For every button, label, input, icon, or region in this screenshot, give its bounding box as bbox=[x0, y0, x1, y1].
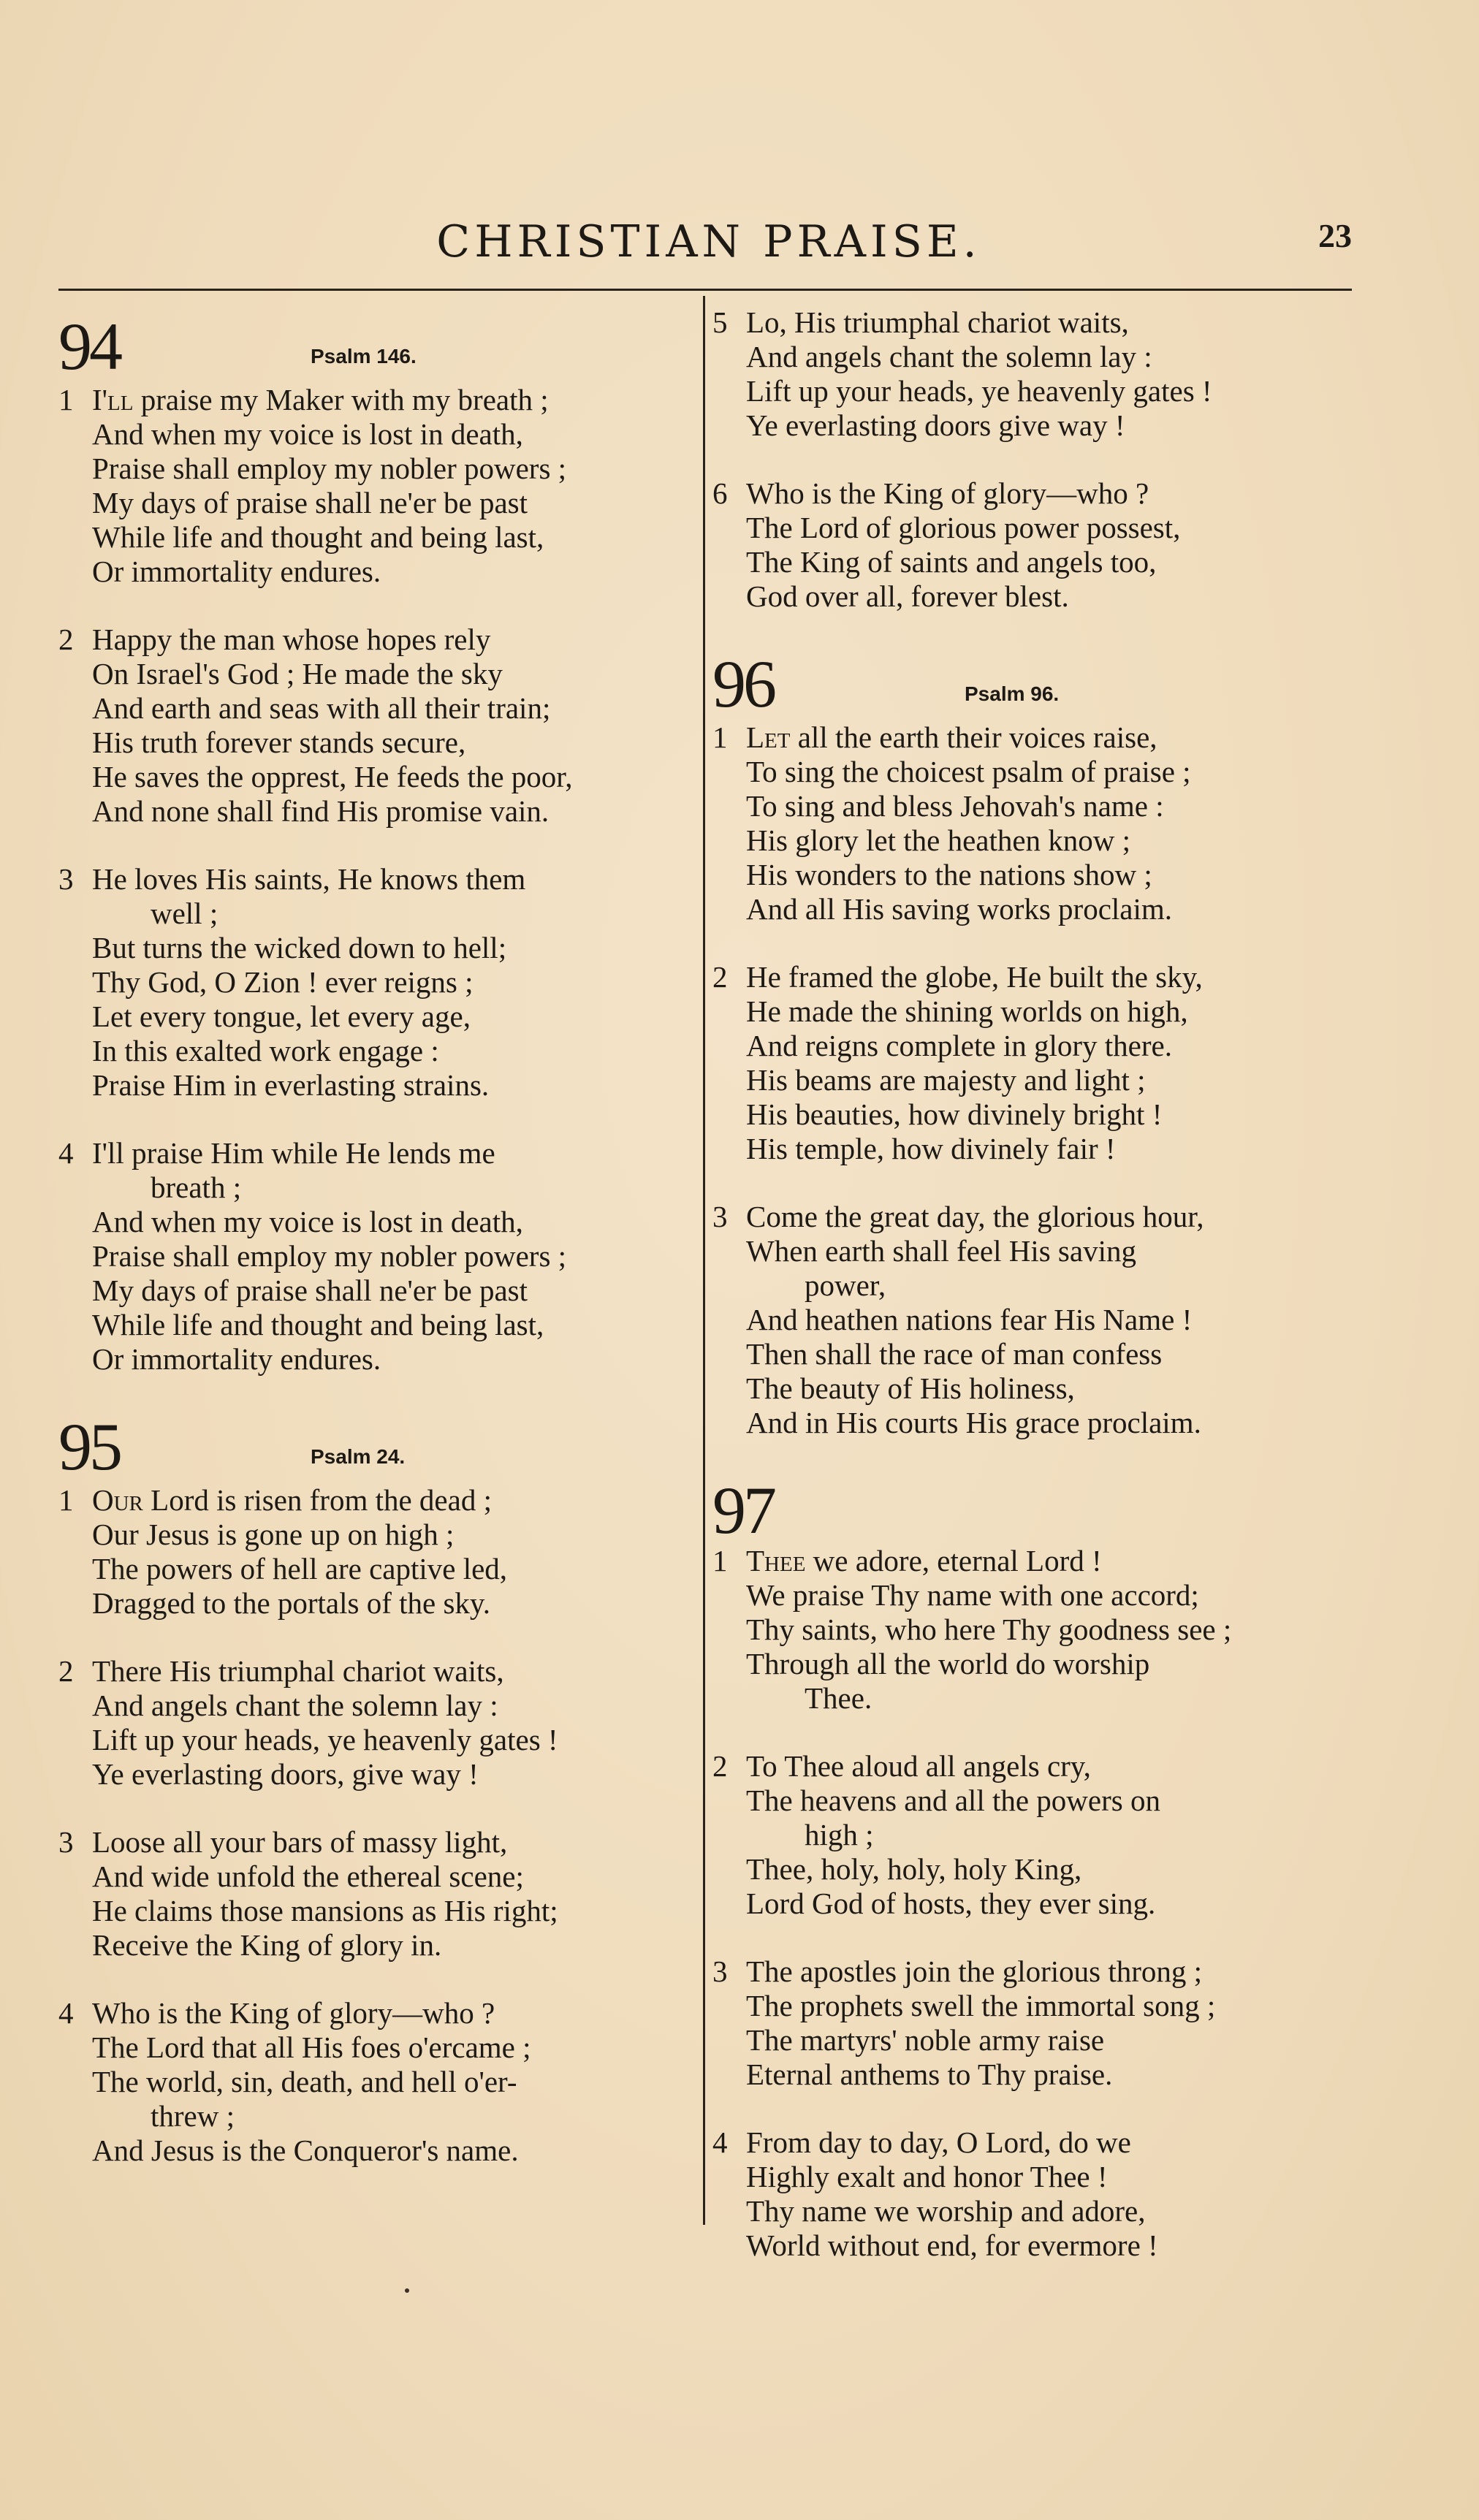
printer-mark bbox=[405, 2288, 409, 2293]
verse-line: And heathen nations fear His Name ! bbox=[746, 1303, 1193, 1336]
verse-line: Dragged to the portals of the sky. bbox=[92, 1586, 491, 1620]
verse-line: When earth shall feel His saving bbox=[746, 1234, 1136, 1268]
stanza bbox=[58, 1996, 702, 2168]
verse-line-continued: high ; bbox=[805, 1818, 874, 1851]
stanza-number: 4 bbox=[58, 1996, 74, 2030]
verse-line: The martyrs' noble army raise bbox=[746, 2023, 1105, 2057]
verse-line: And angels chant the solemn lay : bbox=[92, 1689, 498, 1722]
verse-line: And none shall find His promise vain. bbox=[92, 794, 550, 828]
verse-line: Let every tongue, let every age, bbox=[92, 1000, 471, 1033]
first-word: Our bbox=[92, 1483, 143, 1517]
stanza-number: 2 bbox=[58, 623, 74, 656]
verse-line: The King of saints and angels too, bbox=[746, 545, 1157, 579]
verse-line: His beauties, how divinely bright ! bbox=[746, 1097, 1163, 1131]
stanza bbox=[712, 720, 1356, 926]
stanza bbox=[58, 1825, 702, 1963]
hymn-97-heading bbox=[712, 1473, 1356, 1548]
verse-line: God over all, forever blest. bbox=[746, 579, 1069, 613]
verse-line: And earth and seas with all their train; bbox=[92, 691, 551, 725]
verse-line: We praise Thy name with one accord; bbox=[746, 1578, 1199, 1612]
verse-line: My days of praise shall ne'er be past bbox=[92, 1274, 528, 1307]
verse-line: But turns the wicked down to hell; bbox=[92, 931, 507, 964]
stanza-number: 2 bbox=[712, 1749, 728, 1783]
verse-line: He claims those mansions as His right; bbox=[92, 1894, 558, 1927]
verse-line: Then shall the race of man confess bbox=[746, 1337, 1163, 1371]
verse-line: And reigns complete in glory there. bbox=[746, 1029, 1172, 1062]
verse-line: My days of praise shall ne'er be past bbox=[92, 486, 528, 519]
verse-line: His wonders to the nations show ; bbox=[746, 858, 1152, 891]
stanza bbox=[58, 862, 702, 1103]
verse-line: The beauty of His holiness, bbox=[746, 1371, 1075, 1405]
verse-line: Ye everlasting doors, give way ! bbox=[92, 1757, 479, 1791]
verse-line: Thee, holy, holy, holy King, bbox=[746, 1852, 1082, 1886]
verse-line: To sing and bless Jehovah's name : bbox=[746, 789, 1164, 823]
hymn-96-heading bbox=[712, 647, 1356, 720]
verse-line: Praise shall employ my nobler powers ; bbox=[92, 1239, 567, 1273]
verse-line: To sing the choicest psalm of praise ; bbox=[746, 755, 1191, 788]
stanza-number: 1 bbox=[58, 1483, 74, 1517]
verse-line: And when my voice is lost in death, bbox=[92, 417, 523, 451]
stanza bbox=[712, 1954, 1356, 2092]
left-column bbox=[58, 305, 702, 2201]
stanza bbox=[58, 1136, 702, 1377]
verse-line: From day to day, O Lord, do we bbox=[746, 2125, 1131, 2159]
verse-line: Highly exalt and honor Thee ! bbox=[746, 2160, 1108, 2193]
verse-line: Who is the King of glory—who ? bbox=[746, 476, 1149, 510]
hymn-95-heading bbox=[58, 1410, 702, 1483]
verse-line: And when my voice is lost in death, bbox=[92, 1205, 523, 1238]
verse-line: The powers of hell are captive led, bbox=[92, 1552, 508, 1586]
verse-line: Who is the King of glory—who ? bbox=[92, 1996, 495, 2030]
verse-line-continued: power, bbox=[805, 1268, 886, 1302]
psalm-reference: Psalm 24. bbox=[311, 1445, 406, 1468]
stanza bbox=[712, 960, 1356, 1166]
verse-line: Our Jesus is gone up on high ; bbox=[92, 1518, 455, 1551]
verse-line: Loose all your bars of massy light, bbox=[92, 1825, 508, 1859]
first-word: I'll bbox=[92, 383, 134, 416]
verse-line: Thy God, O Zion ! ever reigns ; bbox=[92, 965, 474, 999]
stanza bbox=[712, 476, 1356, 614]
stanza-number: 3 bbox=[712, 1200, 728, 1233]
stanza bbox=[58, 1654, 702, 1792]
verse-line: He framed the globe, He built the sky, bbox=[746, 960, 1203, 994]
verse-line: Lord God of hosts, they ever sing. bbox=[746, 1887, 1156, 1920]
verse-line: Receive the King of glory in. bbox=[92, 1928, 442, 1962]
verse-line: World without end, for evermore ! bbox=[746, 2228, 1158, 2262]
stanza-number: 1 bbox=[58, 383, 74, 416]
stanza-number: 3 bbox=[712, 1954, 728, 1988]
column-divider bbox=[703, 296, 705, 2225]
stanza-number: 5 bbox=[712, 305, 728, 339]
verse-line: The world, sin, death, and hell o'er- bbox=[92, 2065, 517, 2098]
hymn-94-heading bbox=[58, 310, 702, 383]
stanza bbox=[58, 623, 702, 829]
right-column bbox=[712, 305, 1356, 2296]
hymn-number: 97 bbox=[712, 1473, 774, 1548]
verse-line: And Jesus is the Conqueror's name. bbox=[92, 2133, 519, 2167]
verse-line: He saves the opprest, He feeds the poor, bbox=[92, 760, 573, 793]
line-text: Lord is risen from the dead ; bbox=[142, 1483, 492, 1517]
psalm-reference: Psalm 96. bbox=[965, 682, 1060, 705]
verse-line: The Lord that all His foes o'ercame ; bbox=[92, 2030, 531, 2064]
psalm-reference: Psalm 146. bbox=[311, 345, 417, 368]
stanza-number: 1 bbox=[712, 720, 728, 754]
verse-line: Or immortality endures. bbox=[92, 1342, 381, 1376]
verse-line bbox=[746, 720, 1356, 755]
stanza-number: 3 bbox=[58, 1825, 74, 1859]
running-header-title: CHRISTIAN PRAISE. bbox=[436, 216, 981, 267]
verse-line-continued: threw ; bbox=[151, 2099, 235, 2133]
verse-line: And angels chant the solemn lay : bbox=[746, 340, 1152, 373]
stanza bbox=[712, 305, 1356, 443]
verse-line bbox=[92, 1483, 702, 1518]
stanza-number: 2 bbox=[58, 1654, 74, 1688]
verse-line: In this exalted work engage : bbox=[92, 1034, 439, 1067]
verse-line: His truth forever stands secure, bbox=[92, 726, 466, 759]
verse-line: Thy saints, who here Thy goodness see ; bbox=[746, 1613, 1232, 1646]
stanza-number: 6 bbox=[712, 476, 728, 510]
verse-line: Thy name we worship and adore, bbox=[746, 2194, 1146, 2228]
verse-line: His beams are majesty and light ; bbox=[746, 1063, 1146, 1097]
stanza-number: 3 bbox=[58, 862, 74, 896]
verse-line: Lift up your heads, ye heavenly gates ! bbox=[746, 374, 1212, 408]
verse-line-continued: well ; bbox=[151, 897, 218, 930]
verse-line: And in His courts His grace proclaim. bbox=[746, 1406, 1201, 1439]
stanza bbox=[58, 1483, 702, 1621]
verse-line: While life and thought and being last, bbox=[92, 520, 544, 554]
verse-line: Or immortality endures. bbox=[92, 555, 381, 588]
stanza-number: 2 bbox=[712, 960, 728, 994]
stanza bbox=[58, 383, 702, 589]
verse-line-continued: breath ; bbox=[151, 1170, 242, 1204]
verse-line: Come the great day, the glorious hour, bbox=[746, 1200, 1204, 1233]
stanza bbox=[712, 1544, 1356, 1716]
hymn-number: 96 bbox=[712, 647, 774, 721]
verse-line: There His triumphal chariot waits, bbox=[92, 1654, 504, 1688]
first-word: Let bbox=[746, 720, 791, 754]
stanza bbox=[712, 1749, 1356, 1921]
line-text: praise my Maker with my breath ; bbox=[133, 383, 549, 416]
verse-line: And wide unfold the ethereal scene; bbox=[92, 1859, 524, 1893]
verse-line: His temple, how divinely fair ! bbox=[746, 1132, 1116, 1165]
verse-line: The heavens and all the powers on bbox=[746, 1784, 1160, 1817]
stanza bbox=[712, 2125, 1356, 2263]
page-number: 23 bbox=[1318, 217, 1352, 254]
verse-line-continued: Thee. bbox=[805, 1681, 872, 1715]
verse-line bbox=[92, 383, 702, 417]
first-word: Thee bbox=[746, 1544, 806, 1577]
hymn-number: 94 bbox=[58, 309, 120, 384]
verse-line: Happy the man whose hopes rely bbox=[92, 623, 491, 656]
verse-line: He made the shining worlds on high, bbox=[746, 994, 1188, 1028]
header-rule bbox=[58, 289, 1352, 291]
stanza-number: 4 bbox=[58, 1136, 74, 1170]
line-text: all the earth their voices raise, bbox=[790, 720, 1157, 754]
line-text: we adore, eternal Lord ! bbox=[805, 1544, 1102, 1577]
verse-line bbox=[746, 1544, 1356, 1578]
verse-line: Lo, His triumphal chariot waits, bbox=[746, 305, 1129, 339]
verse-line: Lift up your heads, ye heavenly gates ! bbox=[92, 1723, 558, 1756]
verse-line: I'll praise Him while He lends me bbox=[92, 1136, 495, 1170]
verse-line: His glory let the heathen know ; bbox=[746, 823, 1131, 857]
stanza bbox=[712, 1200, 1356, 1440]
verse-line: Through all the world do worship bbox=[746, 1647, 1150, 1680]
verse-line: Ye everlasting doors give way ! bbox=[746, 408, 1125, 442]
hymn-number: 95 bbox=[58, 1409, 120, 1484]
verse-line: He loves His saints, He knows them bbox=[92, 862, 526, 896]
verse-line: On Israel's God ; He made the sky bbox=[92, 657, 503, 690]
verse-line: The prophets swell the immortal song ; bbox=[746, 1989, 1216, 2022]
verse-line: Praise Him in everlasting strains. bbox=[92, 1068, 490, 1102]
verse-line: While life and thought and being last, bbox=[92, 1308, 544, 1341]
stanza-number: 1 bbox=[712, 1544, 728, 1577]
verse-line: And all His saving works proclaim. bbox=[746, 892, 1173, 926]
verse-line: Eternal anthems to Thy praise. bbox=[746, 2058, 1113, 2091]
verse-line: Praise shall employ my nobler powers ; bbox=[92, 452, 567, 485]
stanza-number: 4 bbox=[712, 2125, 728, 2159]
verse-line: To Thee aloud all angels cry, bbox=[746, 1749, 1091, 1783]
verse-line: The apostles join the glorious throng ; bbox=[746, 1954, 1203, 1988]
verse-line: The Lord of glorious power possest, bbox=[746, 511, 1181, 544]
